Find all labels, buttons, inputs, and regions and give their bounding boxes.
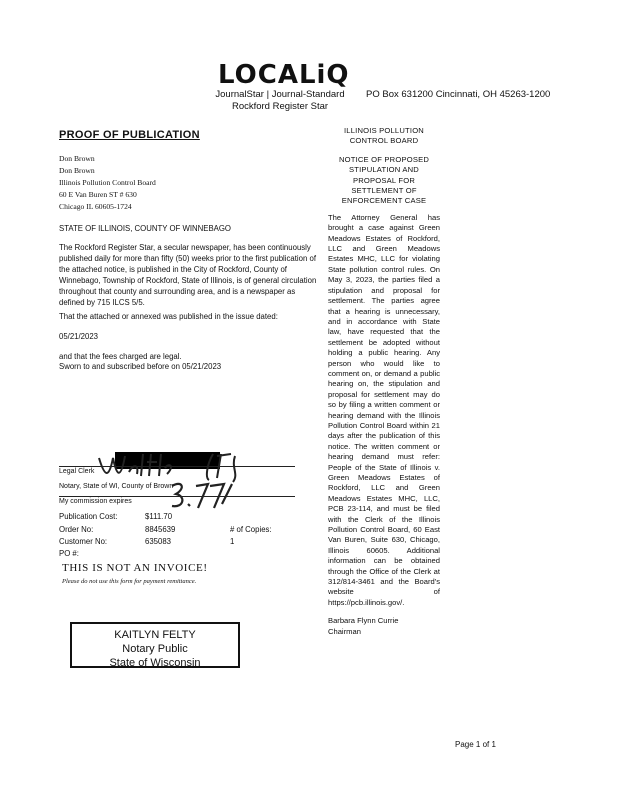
notary-line-tick: [59, 496, 71, 497]
notice-signer-title: Chairman: [328, 626, 361, 636]
page-number: Page 1 of 1: [455, 740, 496, 749]
fees-line-1: and that the fees charged are legal.: [59, 352, 182, 361]
not-invoice-heading: THIS IS NOT AN INVOICE!: [62, 562, 208, 574]
copies-value: 1: [230, 537, 235, 546]
customer-no-label: Customer No:: [59, 537, 108, 546]
company-address: PO Box 631200 Cincinnati, OH 45263-1200: [366, 89, 551, 100]
publication-names: [190, 89, 370, 113]
publication-cost-value: $111.70: [145, 512, 173, 521]
publications-line-1: JournalStar | Journal-Standard: [215, 89, 345, 100]
notice-body: The Attorney General has brought a case against Green Meadows Estates of Rockford, LLC and Green Meadows Estates MHC, LLC for violating State pollution control rules. On May 3, 2023, the parties filed a stipulation and proposal for settlement. The parties agree that a hearing is unnecessary, and in accordance with State law, have requested that the settlement be adopted without holding a public hearing. Any person who would like to comment on, or demand a public hearing on, the stipulation and proposal for settlement may do so by filing a written comment or hearing demand with the Illinois Pollution Control Board within 21 days after the publication of this notice. The written comment or hearing demand must refer: People of the State of Illinois v. Green Meadows Estates of Rockford, LLC and Green Meadows Estates MHC, LLC, PCB 23-114, and must be filed with the Clerk of the Illinois Pollution Control Board, 60 East Van Buren, Suite 630, Chicago, Illinois 60605. Additional information can be obtained through the Office of the Clerk at 312/814-3461 and the Board's website of https://pcb.illinois.gov/.: [328, 212, 440, 607]
notice-title-4: SETTLEMENT OF: [351, 186, 417, 196]
affidavit-statement: The Rockford Register Star, a secular newspaper, has been continuously published daily for more than fifty (50) weeks prior to the first publication of the attached notice, is published in the City of Rockford, County of Winnebago, Township of Rockford, State of Illinois, is of general circulation throughout that county and surrounding area, and is a newspaper as defined by 715 ILCS 5/5.: [59, 243, 317, 307]
notice-title-5: ENFORCEMENT CASE: [341, 196, 427, 206]
legal-clerk-label: Legal Clerk: [59, 468, 95, 475]
customer-no-value: 635083: [145, 537, 172, 546]
notary-label: Notary, State of WI, County of Brown: [59, 483, 174, 490]
recipient-line-2: Don Brown: [59, 166, 95, 175]
notice-title-3: PROPOSAL FOR: [352, 175, 416, 185]
order-no-label: Order No:: [59, 525, 94, 534]
notary-date-drawing: [168, 478, 238, 510]
stamp-state: State of Wisconsin: [109, 657, 201, 669]
recipient-line-1: Don Brown: [59, 154, 95, 163]
commission-label: My commission expires: [59, 498, 132, 505]
publication-cost-label: Publication Cost:: [59, 512, 118, 521]
page-title: PROOF OF PUBLICATION: [59, 129, 200, 141]
notary-signature-line: [59, 496, 295, 497]
state-county-line: STATE OF ILLINOIS, COUNTY OF WINNEBAGO: [59, 224, 231, 233]
notice-board-1: ILLINOIS POLLUTION: [344, 126, 424, 135]
notice-title-1: NOTICE OF PROPOSED: [338, 154, 430, 164]
clerk-signature-line: [59, 466, 295, 467]
notary-stamp: [70, 622, 240, 668]
recipient-line-4: 60 E Van Buren ST # 630: [59, 190, 137, 199]
po-label: PO #:: [59, 549, 79, 558]
order-no-value: 8845639: [145, 525, 176, 534]
recipient-address: [59, 153, 156, 213]
notice-board-2: CONTROL BOARD: [349, 136, 419, 146]
notice-signer: Barbara Flynn Currie: [328, 616, 399, 626]
issue-date: 05/21/2023: [59, 332, 99, 341]
stamp-title: Notary Public: [122, 643, 188, 655]
not-invoice-note: Please do not use this form for payment remittance.: [62, 578, 197, 585]
recipient-line-5: Chicago IL 60605-1724: [59, 202, 132, 211]
localiq-logo: LOCALiQ: [218, 60, 350, 90]
stamp-name: KAITLYN FELTY: [114, 629, 196, 641]
notice-title-2: STIPULATION AND: [349, 165, 419, 175]
publications-line-2: Rockford Register Star: [231, 101, 329, 112]
published-line: That the attached or annexed was published in the issue dated:: [59, 312, 278, 321]
recipient-line-3: Illinois Pollution Control Board: [59, 178, 156, 187]
copies-label: # of Copies:: [230, 525, 272, 534]
sworn-line: Sworn to and subscribed before on 05/21/2023: [59, 362, 222, 371]
legal-notice: [328, 126, 440, 637]
